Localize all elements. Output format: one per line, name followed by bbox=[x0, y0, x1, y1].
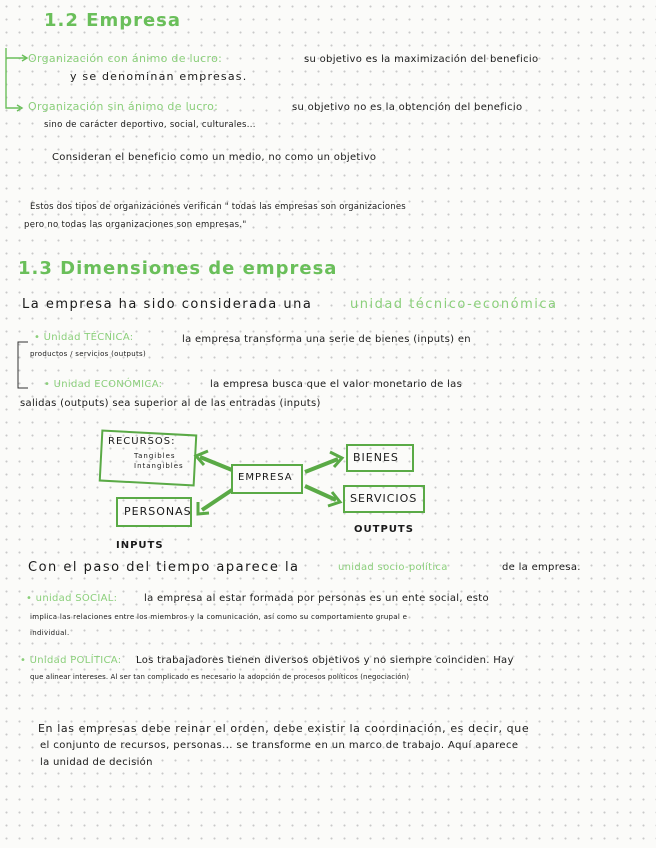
item2-text2: sino de carácter deportivo, social, culturales... bbox=[44, 120, 256, 130]
recursos-title: RECURSOS: bbox=[108, 436, 176, 447]
servicios-label: SERVICIOS bbox=[350, 492, 418, 505]
summary-line2: pero no todas las organizaciones son empresas." bbox=[24, 220, 247, 230]
summary-line1: Estos dos tipos de organizaciones verifican " todas las empresas son organizaciones bbox=[30, 202, 406, 212]
dimensiones-intro: La empresa ha sido considerada una bbox=[22, 297, 313, 312]
sociopolitica-highlight: unidad socio-política bbox=[338, 562, 448, 573]
tecnica-text: la empresa transforma una serie de bienes (inputs) en bbox=[182, 334, 471, 345]
politica-text: Los trabajadores tienen diversos objetivos y no siempre coinciden. Hay bbox=[136, 655, 514, 666]
note-beneficio: Consideran el beneficio como un medio, no como un objetivo bbox=[52, 152, 377, 163]
social-text3: individual. bbox=[30, 629, 70, 637]
item2-text: su objetivo no es la obtención del beneficio bbox=[292, 102, 523, 113]
social-text2: implica las relaciones entre los miembros y la comunicación, así como su comportamiento grupal e bbox=[30, 613, 408, 621]
conclusion-line2: el conjunto de recursos, personas... se transforme en un marco de trabajo. Aquí aparece bbox=[40, 740, 519, 751]
economica-label: • Unidad ECONÓMICA: bbox=[44, 379, 163, 390]
item1-label: Organización con ánimo de lucro: bbox=[28, 52, 223, 65]
conclusion-line1: En las empresas debe reinar el orden, debe existir la coordinación, es decir, que bbox=[38, 722, 530, 735]
section-title-dimensiones: 1.3 Dimensiones de empresa bbox=[18, 258, 338, 279]
economica-text: la empresa busca que el valor monetario de las bbox=[210, 379, 463, 390]
politica-text2: que alinear intereses. Al ser tan complicado es necesario la adopción de procesos políticos (negociación) bbox=[30, 673, 410, 681]
bienes-label: BIENES bbox=[353, 451, 399, 464]
outputs-label: OUTPUTS bbox=[354, 524, 414, 535]
personas-label: PERSONAS bbox=[124, 505, 192, 518]
recursos-intangibles: Intangibles bbox=[134, 462, 184, 470]
sociopolitica-end: de la empresa. bbox=[502, 562, 581, 573]
tecnica-label: • Unidad TÉCNICA: bbox=[34, 332, 134, 343]
empresa-label: EMPRESA bbox=[238, 472, 293, 483]
social-text: la empresa al estar formada por personas es un ente social, esto bbox=[144, 593, 489, 604]
item1-text: su objetivo es la maximización del beneficio bbox=[304, 54, 539, 65]
social-label: • unidad SOCIAL: bbox=[26, 593, 118, 604]
economica-text2: salidas (outputs) sea superior al de las entradas (inputs) bbox=[20, 398, 321, 409]
tecnica-text2: productos / servicios (outputs) bbox=[30, 350, 147, 358]
inputs-label: INPUTS bbox=[116, 540, 164, 551]
recursos-tangibles: Tangibles bbox=[134, 452, 176, 460]
section-title-empresa: 1.2 Empresa bbox=[44, 10, 182, 31]
dimensiones-highlight: unidad técnico-económica bbox=[350, 297, 558, 312]
item1-text2: y se denominan empresas. bbox=[70, 70, 248, 83]
politica-label: • Unidad POLÍTICA: bbox=[20, 655, 122, 666]
sociopolitica-intro: Con el paso del tiempo aparece la bbox=[28, 560, 300, 575]
conclusion-line3: la unidad de decisión bbox=[40, 757, 153, 768]
item2-label: Organización sin ánimo de lucro: bbox=[28, 100, 219, 113]
